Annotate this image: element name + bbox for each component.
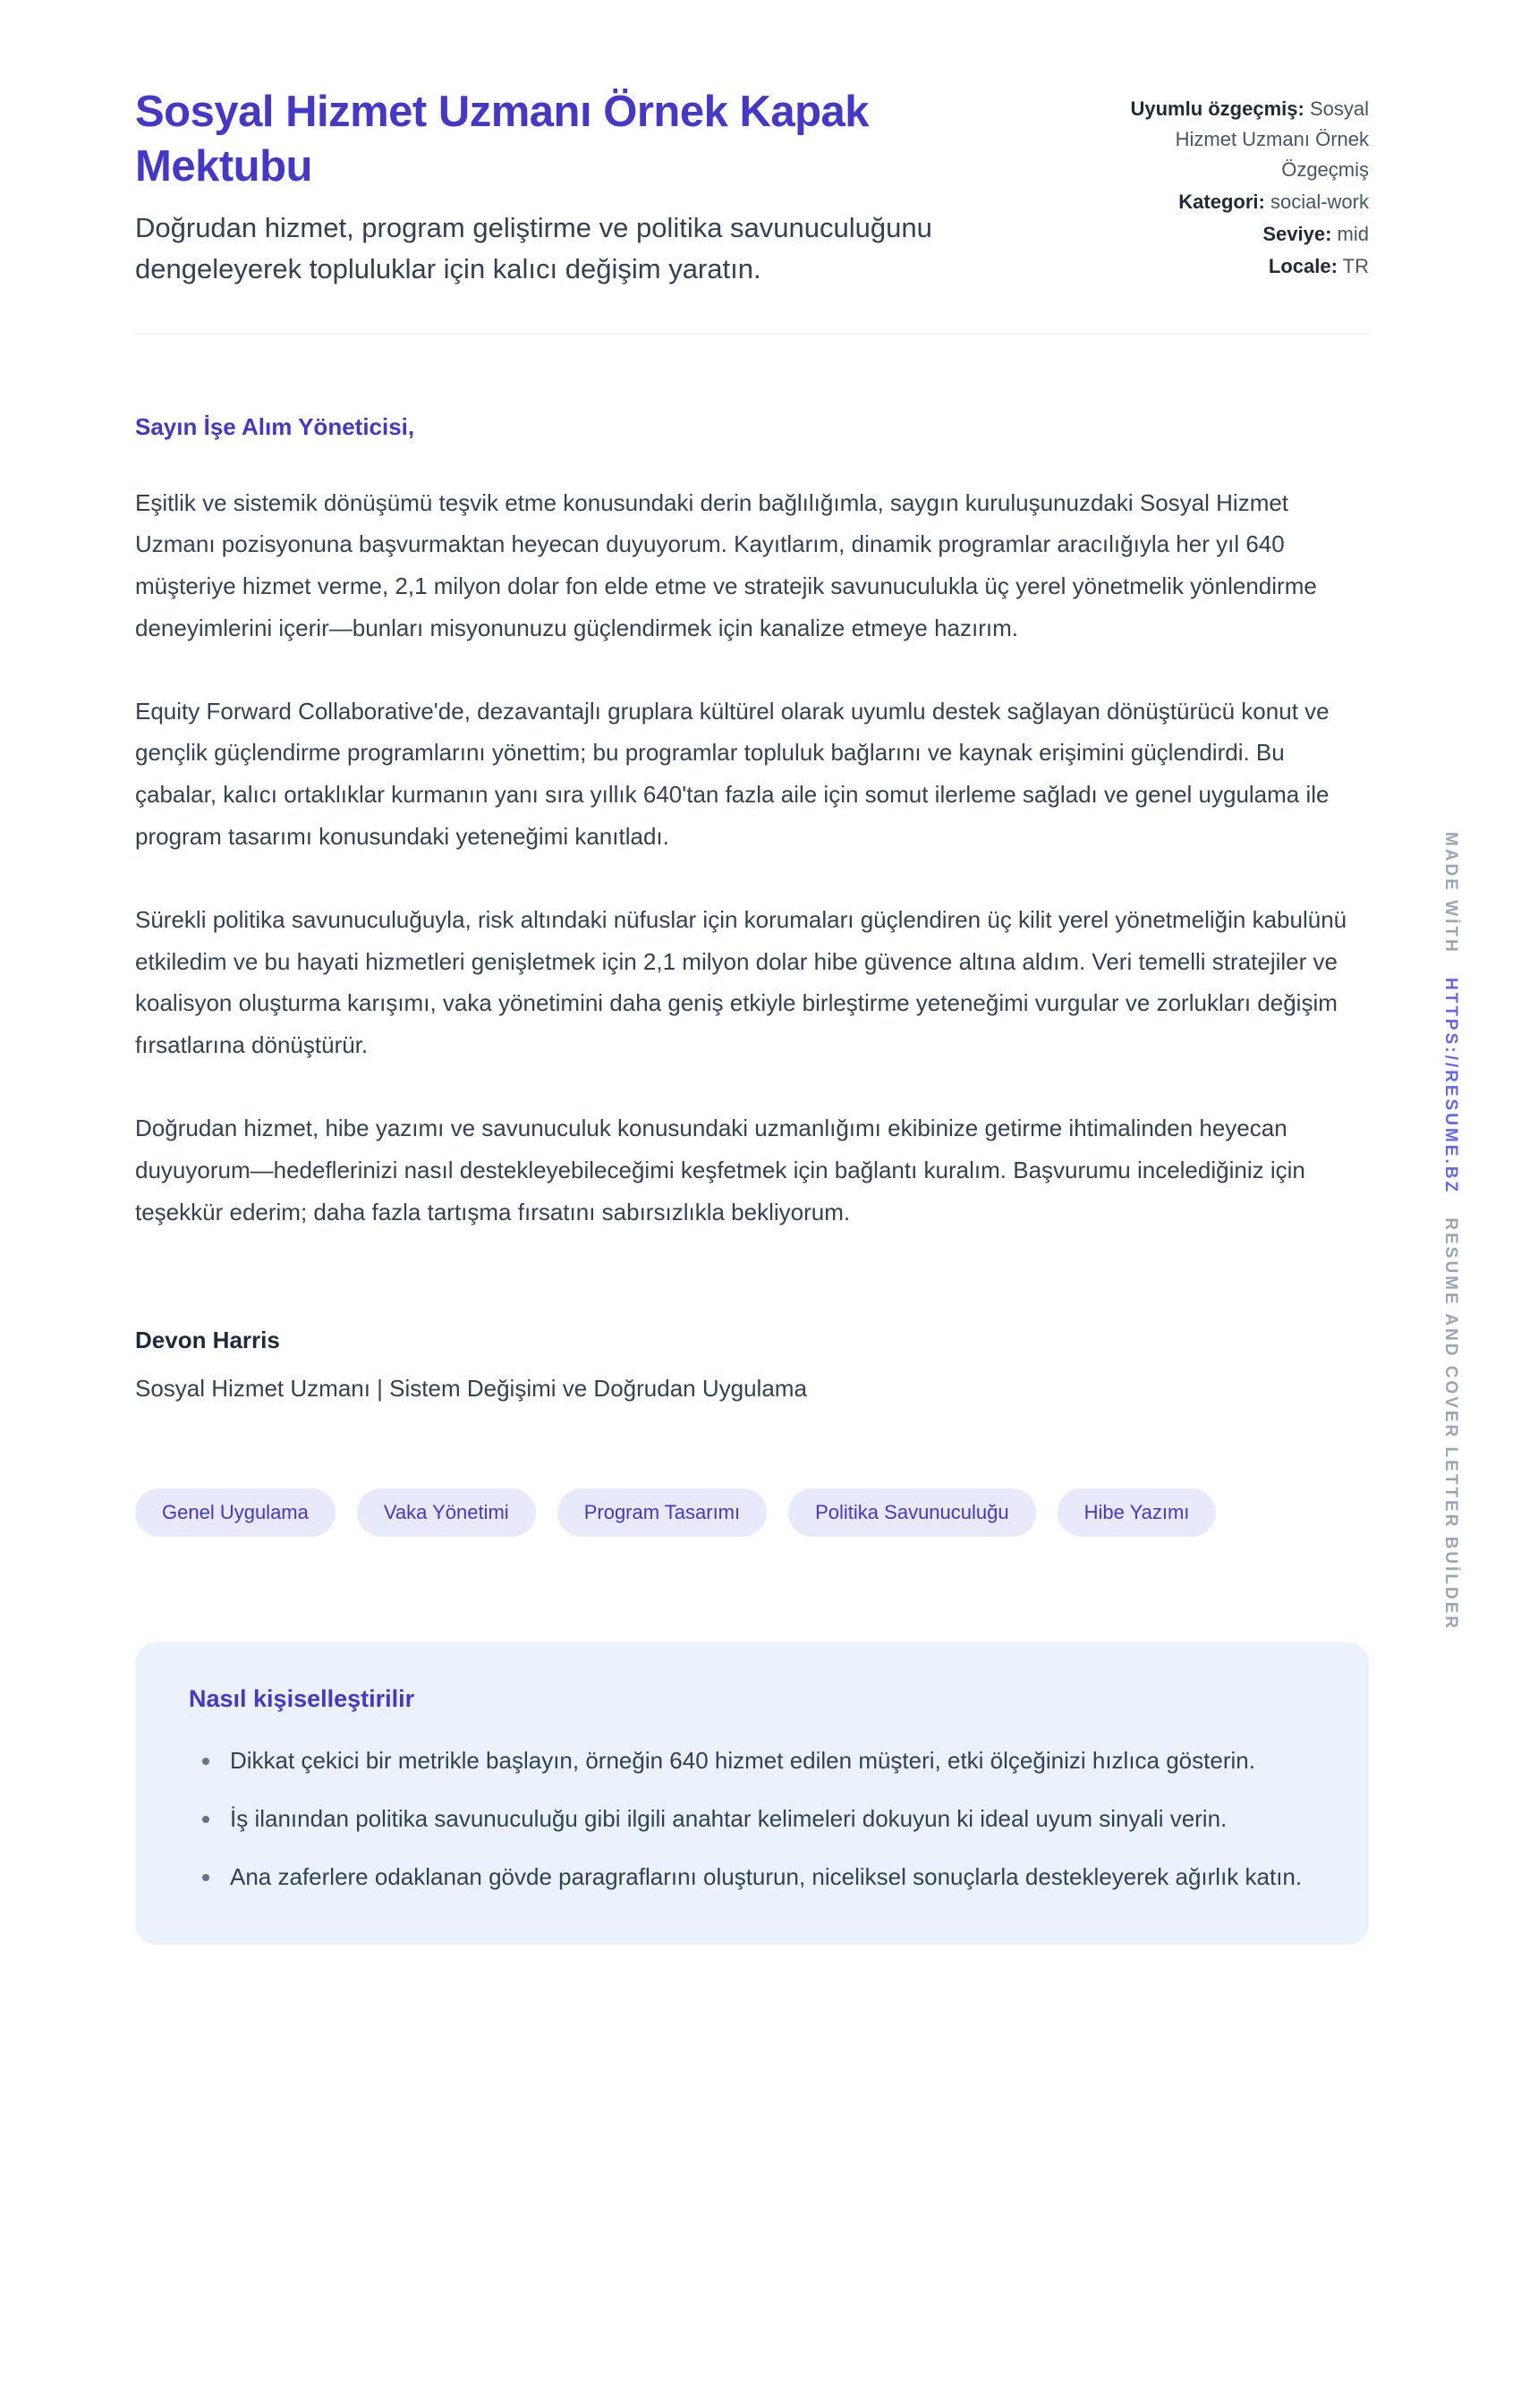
signature-name: Devon Harris [135,1327,280,1354]
letter-paragraph-3: Sürekli politika savunuculuğuyla, risk altındaki nüfuslar için korumaları güçlendiren üç kilit yerel yönetmeliğin kabulünü etkiledim ve bu hayati hizmetleri genişletmek için 2,1 milyon dolar hibe güvence altına aldım. Veri temelli stratejiler ve koalisyon oluşturma karışımı, vaka yönetimini daha geniş etkiyle birleştirme yeteneğimi vurgular ve zorlukları değişim fırsatlarına dönüştürür. [135,905,1347,1059]
page-title: Sosyal Hizmet Uzmanı Örnek Kapak Mektubu [135,88,870,191]
tip-item-3: • Ana zaferlere odaklanan gövde paragraflarını oluşturun, niceliksel sonuçlarla destekleyerek ağırlık katın. [223,1858,1315,1896]
letter-paragraph-1: Eşitlik ve sistemik dönüşümü teşvik etme konusundaki derin bağlılığımla, saygın kuruluşunuzdaki Sosyal Hizmet Uzmanı pozisyonuna başvurmaktan heyecan duyuyorum. Kayıtlarım, dinamik programlar aracılığıyla her yıl 640 müşteriye hizmet verme, 2,1 milyon dolar fon elde etme ve stratejik savunuculukla üç yerel yönetmelik yönlendirme deneyimlerini içerir—bunları misyonunuzu güçlendirmek için kanalize etmeye hazırım. [135,488,1317,641]
watermark-builder-label: RESUME AND COVER LETTER BUİLDER [1441,1217,1460,1632]
tag-pill-vaka-yonetimi[interactable]: Vaka Yönetimi [357,1488,536,1537]
tips-title: Nasıl kişiselleştirilir [189,1685,415,1713]
meta-panel [1096,85,1369,284]
watermark-resume-bz-link[interactable]: HTTPS://RESUME.BZ [1441,978,1460,1195]
header-divider [135,334,1369,335]
meta-value-category: social-work [1270,191,1369,214]
meta-row-matching-resume [1096,94,1369,185]
meta-value-level: mid [1337,223,1369,246]
meta-label-category: Kategori: [1178,191,1265,214]
tips-list [189,1742,1315,1896]
tag-pill-hibe-yazimi[interactable]: Hibe Yazımı [1058,1488,1217,1537]
header [135,85,1369,291]
tag-list [135,1488,1369,1537]
meta-row-locale [1096,251,1369,282]
meta-label-locale: Locale: [1268,255,1338,278]
watermark [1440,832,1460,1631]
tag-pill-politika-savunuculugu[interactable]: Politika Savunuculuğu [788,1488,1035,1537]
meta-value-matching-resume: Sosyal Hizmet Uzmanı Örnek Özgeçmiş [1175,98,1369,182]
cover-letter-body [135,413,1369,1409]
letter-paragraph-4: Doğrudan hizmet, hibe yazımı ve savunuculuk konusundaki uzmanlığımı ekibinize getirme ihtimalinden heyecan duyuyorum—hedeflerinizi nasıl destekleyebileceğimi keşfetmek için bağlantı kuralım. Başvurumu incelediğiniz için teşekkür ederim; daha fazla tartışma fırsatını sabırsızlıkla bekliyorum. [135,1115,1305,1225]
meta-row-category [1096,187,1369,217]
salutation: Sayın İşe Alım Yöneticisi, [135,412,415,440]
letter-paragraph-2: Equity Forward Collaborative'de, dezavantajlı gruplara kültürel olarak uyumlu destek sağlayan dönüştürücü konut ve gençlik güçlendirme programlarını yönettim; bu programlar topluluk bağlarını ve kaynak erişimini güçlendirdi. Bu çabalar, kalıcı ortaklıklar kurmanın yanı sıra yıllık 640'tan fazla aile için somut ilerleme sağladı ve genel uygulama ile program tasarımı konusundaki yeteneğimi kanıtladı. [135,697,1330,851]
meta-label-matching-resume: Uyumlu özgeçmiş: [1130,98,1304,120]
watermark-made-with: MADE WİTH [1441,832,1460,954]
header-title-block [135,85,1021,291]
tip-item-2: • İş ilanından politika savunuculuğu gibi ilgili anahtar kelimeleri dokuyun ki ideal uyum sinyali verin. [223,1800,1315,1838]
tip-item-1: • Dikkat çekici bir metrikle başlayın, örneğin 640 hizmet edilen müşteri, etki ölçeğinizi hızlıca gösterin. [223,1742,1315,1780]
signature-role: Sosyal Hizmet Uzmanı | Sistem Değişimi ve Doğrudan Uygulama [135,1375,807,1403]
tag-pill-program-tasarimi[interactable]: Program Tasarımı [557,1488,767,1537]
meta-value-locale: TR [1342,255,1369,278]
page-subtitle: Doğrudan hizmet, program geliştirme ve politika savunuculuğunu dengeleyerek topluluklar için kalıcı değişim yaratın. [135,211,932,284]
meta-row-level [1096,219,1369,250]
tag-pill-genel-uygulama[interactable]: Genel Uygulama [135,1488,336,1537]
personalization-tips-box [135,1642,1369,1945]
meta-label-level: Seviye: [1262,223,1332,246]
